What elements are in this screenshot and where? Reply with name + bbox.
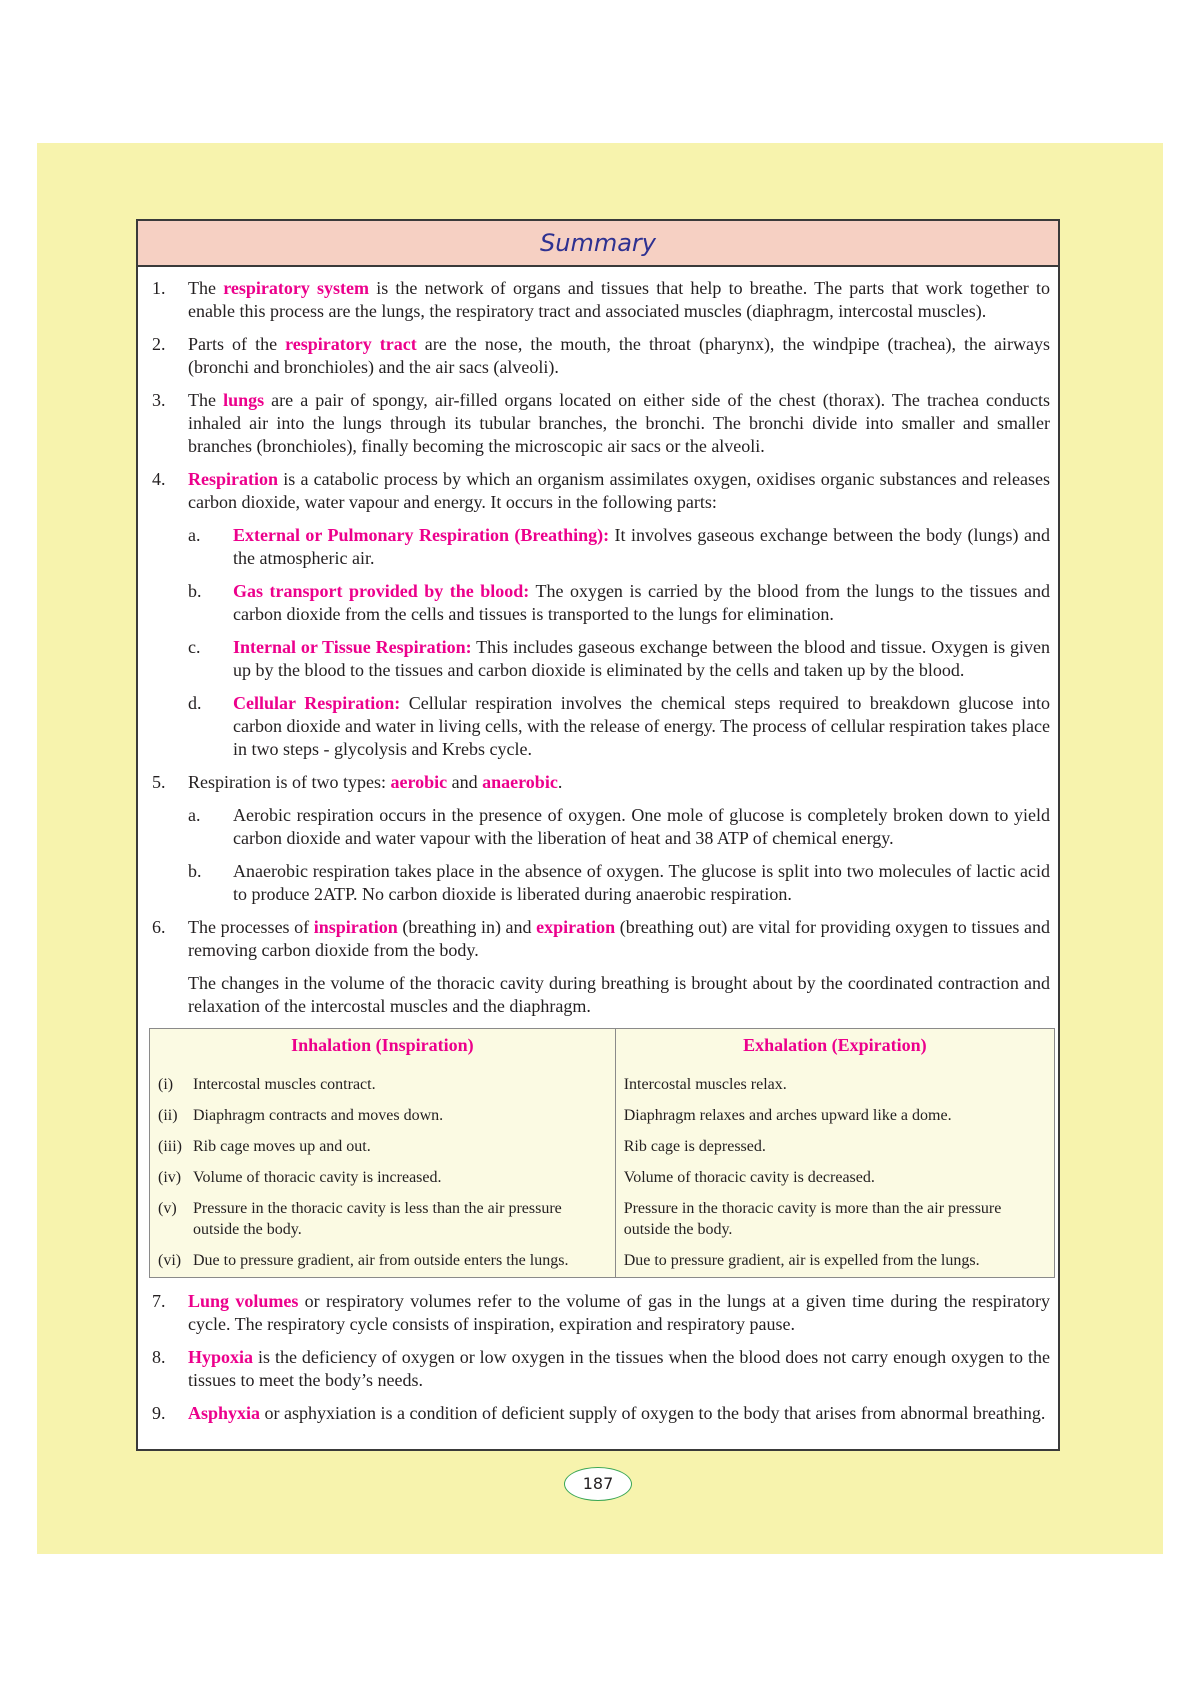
text-run: The processes of xyxy=(188,917,314,937)
sub-item xyxy=(188,580,1050,626)
highlighted-term: respiratory tract xyxy=(285,334,417,354)
sub-item xyxy=(188,636,1050,682)
table-header: Exhalation (Expiration) xyxy=(615,1029,1054,1071)
row-content xyxy=(158,1167,607,1188)
list-item xyxy=(152,1402,1050,1425)
text-run: Anaerobic respiration takes place in the absence of oxygen. The glucose is split into two molecules of lactic acid to produce 2ATP. No carbon dioxide is liberated during anaerobic respiration. xyxy=(233,861,1050,904)
sub-item-text xyxy=(233,636,1050,682)
text-run: are the nose, the mouth, the throat (pharynx), the windpipe (trachea), the airways (bronchi and bronchioles) and the air sacs (alveoli). xyxy=(188,334,1051,377)
sub-item-letter: b. xyxy=(188,861,202,881)
item-number: 7. xyxy=(152,1291,166,1311)
sub-item xyxy=(188,692,1050,761)
item-text xyxy=(188,389,1050,458)
summary-list xyxy=(138,267,1058,1425)
inhalation-cell xyxy=(150,1070,616,1101)
row-numeral: (iv) xyxy=(158,1169,182,1186)
sub-item xyxy=(188,860,1050,906)
table-row xyxy=(150,1246,1055,1278)
highlighted-term: respiratory system xyxy=(223,278,370,298)
row-content xyxy=(158,1105,607,1126)
highlighted-term: inspiration xyxy=(313,917,398,937)
inhalation-cell xyxy=(150,1132,616,1163)
table-row xyxy=(150,1101,1055,1132)
inhalation-cell xyxy=(150,1246,616,1278)
item-number: 5. xyxy=(152,772,166,792)
summary-box xyxy=(136,219,1060,1451)
item-number: 8. xyxy=(152,1347,166,1367)
text-run: The oxygen is carried by the blood from the lungs to the tissues and carbon dioxide from the cells and tissues is transported to the lungs for elimination. xyxy=(233,581,1050,624)
sub-item-letter: b. xyxy=(188,581,202,601)
sub-item-letter: a. xyxy=(188,525,201,545)
item-text xyxy=(188,1290,1050,1336)
highlighted-term: Respiration xyxy=(188,469,278,489)
exhalation-cell: Due to pressure gradient, air is expelled from the lungs. xyxy=(615,1246,1054,1278)
item-number: 2. xyxy=(152,334,166,354)
item-number: 3. xyxy=(152,390,166,410)
exhalation-cell: Pressure in the thoracic cavity is more than the air pressure outside the body. xyxy=(615,1194,1054,1246)
text-run: (breathing in) and xyxy=(397,917,537,937)
item-text xyxy=(188,277,1050,323)
item-number: 1. xyxy=(152,278,166,298)
item-text xyxy=(188,468,1050,761)
row-content xyxy=(158,1136,607,1157)
text-run: and xyxy=(447,772,483,792)
list-item xyxy=(152,389,1050,458)
inhalation-text: Due to pressure gradient, air from outside enters the lungs. xyxy=(193,1252,569,1269)
row-content xyxy=(158,1198,607,1240)
row-content xyxy=(158,1074,607,1095)
inhalation-cell xyxy=(150,1101,616,1132)
row-numeral: (i) xyxy=(158,1076,174,1093)
comparison-table xyxy=(149,1028,1055,1278)
sub-item-text xyxy=(233,860,1050,906)
sub-item xyxy=(188,524,1050,570)
exhalation-cell: Diaphragm relaxes and arches upward like a dome. xyxy=(615,1101,1054,1132)
sub-item-text xyxy=(233,524,1050,570)
list-item xyxy=(152,916,1050,1018)
sub-item xyxy=(188,804,1050,850)
text-run: . xyxy=(557,772,563,792)
highlighted-term: anaerobic xyxy=(482,772,558,792)
item-number: 6. xyxy=(152,917,166,937)
item-text xyxy=(188,1346,1050,1392)
inhalation-text: Diaphragm contracts and moves down. xyxy=(193,1107,444,1124)
table-header: Inhalation (Inspiration) xyxy=(150,1029,616,1071)
sub-item-letter: a. xyxy=(188,805,201,825)
item-text xyxy=(188,1402,1050,1425)
inhalation-cell xyxy=(150,1194,616,1246)
highlighted-term: aerobic xyxy=(390,772,448,792)
inhalation-text: Volume of thoracic cavity is increased. xyxy=(193,1169,442,1186)
text-run: It involves gaseous exchange between the body (lungs) and the atmospheric air. xyxy=(233,525,1050,568)
item-number: 4. xyxy=(152,469,166,489)
highlighted-term: lungs xyxy=(223,390,265,410)
summary-title: Summary xyxy=(138,221,1058,267)
list-item xyxy=(152,468,1050,761)
sub-item-text xyxy=(233,692,1050,761)
row-numeral: (iii) xyxy=(158,1138,182,1155)
item-text xyxy=(188,333,1050,379)
text-run: The xyxy=(188,390,224,410)
table-row xyxy=(150,1132,1055,1163)
text-run: The xyxy=(188,278,224,298)
inhalation-text: Intercostal muscles contract. xyxy=(193,1076,376,1093)
highlighted-term: External or Pulmonary Respiration (Breathing): xyxy=(233,525,610,545)
sub-item-text xyxy=(233,804,1050,850)
list-item xyxy=(152,277,1050,323)
row-numeral: (vi) xyxy=(158,1252,182,1269)
exhalation-cell: Intercostal muscles relax. xyxy=(615,1070,1054,1101)
sub-item-letter: c. xyxy=(188,637,201,657)
list-item xyxy=(152,771,1050,906)
text-run: is the network of organs and tissues that help to breathe. The parts that work together to enable this process are the lungs, the respiratory tract and associated muscles (diaphragm, intercostal muscles). xyxy=(188,278,1051,321)
table-row xyxy=(150,1070,1055,1101)
text-run: Parts of the xyxy=(188,334,286,354)
text-run: are a pair of spongy, air-filled organs located on either side of the chest (thorax). The trachea conducts inhaled air into the lungs through its tubular branches, the bronchi. The bronchi divide into smaller and smaller branches (bronchioles), finally becoming the microscopic air sacs or the alveoli. xyxy=(188,390,1050,456)
text-run: is the deficiency of oxygen or low oxygen in the tissues when the blood does not carry enough oxygen to the tissues to meet the body’s needs. xyxy=(188,1347,1050,1390)
table-row xyxy=(150,1163,1055,1194)
row-content xyxy=(158,1250,607,1271)
highlighted-term: Hypoxia xyxy=(188,1347,254,1367)
item-paragraph: The changes in the volume of the thoracic cavity during breathing is brought about by the coordinated contraction and relaxation of the intercostal muscles and the diaphragm. xyxy=(188,973,1050,1016)
highlighted-term: Internal or Tissue Respiration: xyxy=(233,637,472,657)
list-item xyxy=(152,1346,1050,1392)
row-numeral: (ii) xyxy=(158,1107,178,1124)
text-run: Aerobic respiration occurs in the presence of oxygen. One mole of glucose is completely broken down to yield carbon dioxide and water vapour with the liberation of heat and 38 ATP of chemical energy. xyxy=(233,805,1050,848)
highlighted-term: Asphyxia xyxy=(188,1403,261,1423)
text-run: (breathing out) are vital for providing oxygen to tissues and removing carbon dioxide from the body. xyxy=(188,917,1050,960)
table-row xyxy=(150,1194,1055,1246)
item-number: 9. xyxy=(152,1403,166,1423)
item-text xyxy=(188,916,1050,1018)
inhalation-text: Rib cage moves up and out. xyxy=(193,1138,371,1155)
text-run: or asphyxiation is a condition of deficient supply of oxygen to the body that arises from abnormal breathing. xyxy=(260,1403,1046,1423)
inhalation-text: Pressure in the thoracic cavity is less than the air pressure outside the body. xyxy=(193,1200,562,1238)
text-run: is a catabolic process by which an organism assimilates oxygen, oxidises organic substances and releases carbon dioxide, water vapour and energy. It occurs in the following parts: xyxy=(188,469,1050,512)
item-text xyxy=(188,771,1050,906)
page-number: 187 xyxy=(564,1467,632,1501)
highlighted-term: Gas transport provided by the blood: xyxy=(233,581,530,601)
highlighted-term: Lung volumes xyxy=(188,1291,299,1311)
highlighted-term: expiration xyxy=(536,917,616,937)
list-item xyxy=(152,333,1050,379)
exhalation-cell: Volume of thoracic cavity is decreased. xyxy=(615,1163,1054,1194)
text-run: or respiratory volumes refer to the volume of gas in the lungs at a given time during the respiratory cycle. The respiratory cycle consists of inspiration, expiration and respiratory pause. xyxy=(188,1291,1050,1334)
text-run: Cellular respiration involves the chemical steps required to breakdown glucose into carbon dioxide and water in living cells, with the release of energy. The process of cellular respiration takes place in two steps - glycolysis and Krebs cycle. xyxy=(233,693,1050,759)
text-run: Respiration is of two types: xyxy=(188,772,391,792)
row-numeral: (v) xyxy=(158,1200,177,1217)
list-item xyxy=(152,1290,1050,1336)
sub-item-letter: d. xyxy=(188,693,202,713)
text-run: This includes gaseous exchange between the blood and tissue. Oxygen is given up by the blood to the tissues and carbon dioxide is eliminated by the cells and taken up by the blood. xyxy=(233,637,1050,680)
exhalation-cell: Rib cage is depressed. xyxy=(615,1132,1054,1163)
inhalation-cell xyxy=(150,1163,616,1194)
highlighted-term: Cellular Respiration: xyxy=(233,693,401,713)
sub-item-text xyxy=(233,580,1050,626)
